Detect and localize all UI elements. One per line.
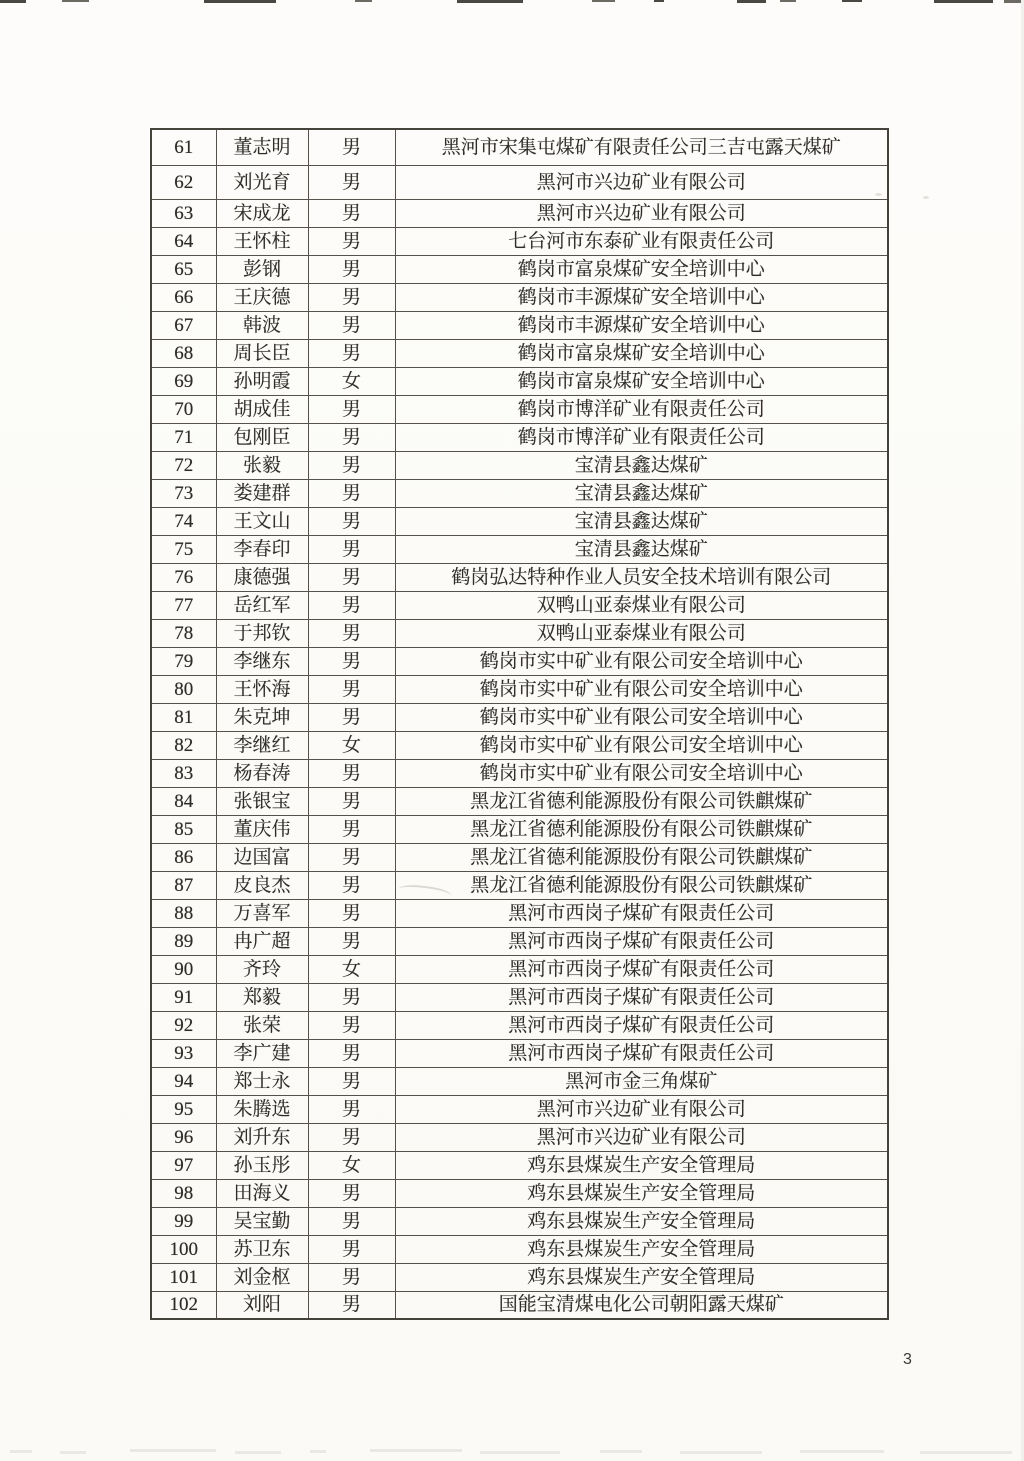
cell-gender: 男 bbox=[308, 199, 395, 227]
cell-name: 董庆伟 bbox=[216, 815, 308, 843]
cell-gender: 男 bbox=[308, 283, 395, 311]
cell-gender: 男 bbox=[308, 129, 395, 165]
cell-gender: 女 bbox=[308, 1151, 395, 1179]
cell-org: 黑河市西岗子煤矿有限责任公司 bbox=[395, 1039, 888, 1067]
cell-name: 王庆德 bbox=[216, 283, 308, 311]
cell-no: 72 bbox=[151, 451, 216, 479]
scan-artifact bbox=[0, 0, 26, 3]
cell-no: 67 bbox=[151, 311, 216, 339]
scan-artifact bbox=[934, 0, 993, 3]
table-row bbox=[151, 283, 888, 311]
cell-name: 李继东 bbox=[216, 647, 308, 675]
roster-table-body bbox=[151, 129, 888, 1319]
cell-name: 王文山 bbox=[216, 507, 308, 535]
cell-org: 黑河市兴边矿业有限公司 bbox=[395, 199, 888, 227]
cell-name: 王怀柱 bbox=[216, 227, 308, 255]
cell-org: 鹤岗市实中矿业有限公司安全培训中心 bbox=[395, 647, 888, 675]
cell-org: 黑龙江省德利能源股份有限公司铁麒煤矿 bbox=[395, 871, 888, 899]
cell-org: 鹤岗市实中矿业有限公司安全培训中心 bbox=[395, 759, 888, 787]
cell-no: 84 bbox=[151, 787, 216, 815]
cell-name: 胡成佳 bbox=[216, 395, 308, 423]
table-row bbox=[151, 591, 888, 619]
cell-gender: 男 bbox=[308, 1123, 395, 1151]
cell-name: 万喜军 bbox=[216, 899, 308, 927]
cell-name: 郑毅 bbox=[216, 983, 308, 1011]
cell-gender: 男 bbox=[308, 591, 395, 619]
cell-org: 鹤岗市实中矿业有限公司安全培训中心 bbox=[395, 675, 888, 703]
cell-gender: 男 bbox=[308, 395, 395, 423]
scan-artifact bbox=[737, 0, 766, 3]
cell-no: 93 bbox=[151, 1039, 216, 1067]
cell-no: 77 bbox=[151, 591, 216, 619]
cell-no: 61 bbox=[151, 129, 216, 165]
cell-gender: 男 bbox=[308, 1067, 395, 1095]
cell-no: 98 bbox=[151, 1179, 216, 1207]
table-row bbox=[151, 871, 888, 899]
cell-no: 78 bbox=[151, 619, 216, 647]
cell-no: 100 bbox=[151, 1235, 216, 1263]
table-row bbox=[151, 227, 888, 255]
cell-no: 64 bbox=[151, 227, 216, 255]
table-row bbox=[151, 1179, 888, 1207]
cell-name: 王怀海 bbox=[216, 675, 308, 703]
table-row bbox=[151, 199, 888, 227]
cell-no: 79 bbox=[151, 647, 216, 675]
cell-no: 86 bbox=[151, 843, 216, 871]
table-row bbox=[151, 451, 888, 479]
cell-no: 80 bbox=[151, 675, 216, 703]
cell-gender: 男 bbox=[308, 165, 395, 199]
table-row bbox=[151, 815, 888, 843]
scan-artifact bbox=[480, 1451, 560, 1454]
table-row bbox=[151, 619, 888, 647]
cell-gender: 男 bbox=[308, 1179, 395, 1207]
cell-no: 89 bbox=[151, 927, 216, 955]
table-row bbox=[151, 787, 888, 815]
cell-org: 鹤岗市富泉煤矿安全培训中心 bbox=[395, 367, 888, 395]
cell-name: 康德强 bbox=[216, 563, 308, 591]
cell-no: 69 bbox=[151, 367, 216, 395]
scan-artifact bbox=[842, 0, 862, 2]
cell-name: 岳红军 bbox=[216, 591, 308, 619]
scan-artifact bbox=[800, 1450, 884, 1453]
cell-name: 彭钢 bbox=[216, 255, 308, 283]
cell-gender: 男 bbox=[308, 983, 395, 1011]
cell-name: 李广建 bbox=[216, 1039, 308, 1067]
table-row bbox=[151, 255, 888, 283]
cell-gender: 男 bbox=[308, 311, 395, 339]
cell-name: 杨春涛 bbox=[216, 759, 308, 787]
cell-name: 李春印 bbox=[216, 535, 308, 563]
cell-org: 黑河市西岗子煤矿有限责任公司 bbox=[395, 983, 888, 1011]
cell-gender: 男 bbox=[308, 507, 395, 535]
cell-gender: 男 bbox=[308, 703, 395, 731]
cell-gender: 男 bbox=[308, 759, 395, 787]
scan-artifact bbox=[923, 196, 929, 199]
cell-no: 62 bbox=[151, 165, 216, 199]
page-number: 3 bbox=[903, 1351, 912, 1368]
cell-no: 63 bbox=[151, 199, 216, 227]
cell-no: 94 bbox=[151, 1067, 216, 1095]
cell-name: 娄建群 bbox=[216, 479, 308, 507]
cell-gender: 男 bbox=[308, 423, 395, 451]
table-row bbox=[151, 311, 888, 339]
cell-gender: 男 bbox=[308, 1263, 395, 1291]
table-row bbox=[151, 1095, 888, 1123]
cell-gender: 女 bbox=[308, 955, 395, 983]
cell-name: 朱克坤 bbox=[216, 703, 308, 731]
cell-gender: 男 bbox=[308, 451, 395, 479]
table-row bbox=[151, 129, 888, 165]
scan-artifact bbox=[370, 1449, 462, 1452]
cell-no: 90 bbox=[151, 955, 216, 983]
cell-gender: 男 bbox=[308, 787, 395, 815]
cell-gender: 男 bbox=[308, 619, 395, 647]
cell-org: 宝清县鑫达煤矿 bbox=[395, 479, 888, 507]
cell-gender: 男 bbox=[308, 871, 395, 899]
cell-org: 黑河市兴边矿业有限公司 bbox=[395, 1123, 888, 1151]
table-row bbox=[151, 1011, 888, 1039]
table-row bbox=[151, 759, 888, 787]
scan-artifact bbox=[780, 0, 796, 2]
cell-no: 81 bbox=[151, 703, 216, 731]
table-row bbox=[151, 395, 888, 423]
cell-no: 87 bbox=[151, 871, 216, 899]
cell-org: 双鸭山亚泰煤业有限公司 bbox=[395, 619, 888, 647]
table-row bbox=[151, 955, 888, 983]
cell-gender: 男 bbox=[308, 1011, 395, 1039]
cell-no: 74 bbox=[151, 507, 216, 535]
scan-artifact bbox=[920, 1451, 1012, 1454]
cell-org: 鸡东县煤炭生产安全管理局 bbox=[395, 1235, 888, 1263]
cell-no: 83 bbox=[151, 759, 216, 787]
cell-name: 韩波 bbox=[216, 311, 308, 339]
scan-artifact bbox=[680, 1451, 762, 1454]
cell-gender: 男 bbox=[308, 535, 395, 563]
cell-gender: 男 bbox=[308, 1291, 395, 1319]
cell-name: 周长臣 bbox=[216, 339, 308, 367]
cell-gender: 女 bbox=[308, 367, 395, 395]
cell-name: 张荣 bbox=[216, 1011, 308, 1039]
cell-org: 宝清县鑫达煤矿 bbox=[395, 451, 888, 479]
cell-no: 70 bbox=[151, 395, 216, 423]
scan-artifact bbox=[204, 0, 276, 3]
scan-artifact bbox=[654, 0, 664, 2]
cell-name: 孙明霞 bbox=[216, 367, 308, 395]
cell-org: 黑龙江省德利能源股份有限公司铁麒煤矿 bbox=[395, 787, 888, 815]
cell-name: 于邦钦 bbox=[216, 619, 308, 647]
cell-gender: 男 bbox=[308, 1095, 395, 1123]
cell-gender: 男 bbox=[308, 479, 395, 507]
cell-gender: 男 bbox=[308, 1039, 395, 1067]
cell-name: 李继红 bbox=[216, 731, 308, 759]
cell-org: 鹤岗市实中矿业有限公司安全培训中心 bbox=[395, 731, 888, 759]
table-row bbox=[151, 927, 888, 955]
cell-org: 鹤岗市实中矿业有限公司安全培训中心 bbox=[395, 703, 888, 731]
scan-artifact bbox=[235, 1451, 281, 1454]
cell-org: 黑河市兴边矿业有限公司 bbox=[395, 165, 888, 199]
cell-no: 76 bbox=[151, 563, 216, 591]
cell-org: 七台河市东泰矿业有限责任公司 bbox=[395, 227, 888, 255]
cell-org: 宝清县鑫达煤矿 bbox=[395, 535, 888, 563]
cell-name: 包刚臣 bbox=[216, 423, 308, 451]
cell-gender: 女 bbox=[308, 731, 395, 759]
scan-artifact bbox=[592, 0, 615, 2]
table-row bbox=[151, 1291, 888, 1319]
cell-no: 95 bbox=[151, 1095, 216, 1123]
cell-name: 冉广超 bbox=[216, 927, 308, 955]
cell-org: 黑河市金三角煤矿 bbox=[395, 1067, 888, 1095]
cell-org: 鹤岗市富泉煤矿安全培训中心 bbox=[395, 339, 888, 367]
cell-gender: 男 bbox=[308, 1235, 395, 1263]
table-row bbox=[151, 731, 888, 759]
cell-no: 101 bbox=[151, 1263, 216, 1291]
cell-name: 刘阳 bbox=[216, 1291, 308, 1319]
cell-name: 刘金枢 bbox=[216, 1263, 308, 1291]
table-row bbox=[151, 507, 888, 535]
cell-org: 鹤岗市博洋矿业有限责任公司 bbox=[395, 395, 888, 423]
scan-artifact bbox=[130, 1449, 216, 1452]
table-row bbox=[151, 479, 888, 507]
cell-no: 88 bbox=[151, 899, 216, 927]
table-row bbox=[151, 675, 888, 703]
table-row bbox=[151, 165, 888, 199]
cell-org: 鹤岗市博洋矿业有限责任公司 bbox=[395, 423, 888, 451]
cell-org: 宝清县鑫达煤矿 bbox=[395, 507, 888, 535]
roster-table bbox=[150, 128, 889, 1320]
cell-no: 99 bbox=[151, 1207, 216, 1235]
table-row bbox=[151, 1067, 888, 1095]
table-row bbox=[151, 563, 888, 591]
cell-name: 郑士永 bbox=[216, 1067, 308, 1095]
cell-name: 刘升东 bbox=[216, 1123, 308, 1151]
cell-gender: 男 bbox=[308, 255, 395, 283]
cell-name: 张毅 bbox=[216, 451, 308, 479]
cell-name: 边国富 bbox=[216, 843, 308, 871]
cell-no: 82 bbox=[151, 731, 216, 759]
table-row bbox=[151, 1151, 888, 1179]
cell-no: 85 bbox=[151, 815, 216, 843]
cell-no: 68 bbox=[151, 339, 216, 367]
cell-name: 刘光育 bbox=[216, 165, 308, 199]
cell-org: 黑河市西岗子煤矿有限责任公司 bbox=[395, 899, 888, 927]
table-row bbox=[151, 843, 888, 871]
cell-no: 73 bbox=[151, 479, 216, 507]
cell-org: 国能宝清煤电化公司朝阳露天煤矿 bbox=[395, 1291, 888, 1319]
cell-org: 鹤岗弘达特种作业人员安全技术培训有限公司 bbox=[395, 563, 888, 591]
cell-gender: 男 bbox=[308, 899, 395, 927]
scan-artifact bbox=[310, 1450, 326, 1453]
cell-org: 鹤岗市丰源煤矿安全培训中心 bbox=[395, 311, 888, 339]
cell-name: 齐玲 bbox=[216, 955, 308, 983]
cell-name: 田海义 bbox=[216, 1179, 308, 1207]
scan-artifact bbox=[60, 1451, 86, 1454]
cell-org: 黑河市宋集屯煤矿有限责任公司三吉屯露天煤矿 bbox=[395, 129, 888, 165]
table-row bbox=[151, 367, 888, 395]
cell-gender: 男 bbox=[308, 227, 395, 255]
cell-org: 双鸭山亚泰煤业有限公司 bbox=[395, 591, 888, 619]
cell-org: 黑河市兴边矿业有限公司 bbox=[395, 1095, 888, 1123]
cell-no: 75 bbox=[151, 535, 216, 563]
cell-org: 鸡东县煤炭生产安全管理局 bbox=[395, 1151, 888, 1179]
cell-no: 91 bbox=[151, 983, 216, 1011]
scan-artifact bbox=[457, 0, 523, 3]
cell-org: 黑河市西岗子煤矿有限责任公司 bbox=[395, 1011, 888, 1039]
cell-no: 102 bbox=[151, 1291, 216, 1319]
table-row bbox=[151, 535, 888, 563]
table-row bbox=[151, 647, 888, 675]
table-row bbox=[151, 339, 888, 367]
cell-org: 黑河市西岗子煤矿有限责任公司 bbox=[395, 927, 888, 955]
cell-no: 65 bbox=[151, 255, 216, 283]
table-row bbox=[151, 703, 888, 731]
cell-gender: 男 bbox=[308, 563, 395, 591]
cell-org: 黑河市西岗子煤矿有限责任公司 bbox=[395, 955, 888, 983]
cell-name: 董志明 bbox=[216, 129, 308, 165]
cell-gender: 男 bbox=[308, 339, 395, 367]
cell-name: 皮良杰 bbox=[216, 871, 308, 899]
table-row bbox=[151, 899, 888, 927]
cell-org: 鹤岗市富泉煤矿安全培训中心 bbox=[395, 255, 888, 283]
cell-org: 黑龙江省德利能源股份有限公司铁麒煤矿 bbox=[395, 843, 888, 871]
cell-org: 鹤岗市丰源煤矿安全培训中心 bbox=[395, 283, 888, 311]
table-row bbox=[151, 423, 888, 451]
cell-org: 鸡东县煤炭生产安全管理局 bbox=[395, 1263, 888, 1291]
cell-org: 黑龙江省德利能源股份有限公司铁麒煤矿 bbox=[395, 815, 888, 843]
table-row bbox=[151, 1235, 888, 1263]
scan-artifact bbox=[600, 1450, 642, 1453]
cell-name: 张银宝 bbox=[216, 787, 308, 815]
table-row bbox=[151, 983, 888, 1011]
cell-name: 孙玉彤 bbox=[216, 1151, 308, 1179]
cell-name: 吴宝勤 bbox=[216, 1207, 308, 1235]
cell-gender: 男 bbox=[308, 927, 395, 955]
table-row bbox=[151, 1207, 888, 1235]
table-row bbox=[151, 1123, 888, 1151]
cell-org: 鸡东县煤炭生产安全管理局 bbox=[395, 1179, 888, 1207]
cell-org: 鸡东县煤炭生产安全管理局 bbox=[395, 1207, 888, 1235]
cell-name: 苏卫东 bbox=[216, 1235, 308, 1263]
scan-artifact bbox=[355, 0, 372, 2]
cell-no: 71 bbox=[151, 423, 216, 451]
cell-name: 宋成龙 bbox=[216, 199, 308, 227]
table-row bbox=[151, 1263, 888, 1291]
cell-gender: 男 bbox=[308, 647, 395, 675]
table-row bbox=[151, 1039, 888, 1067]
cell-no: 66 bbox=[151, 283, 216, 311]
cell-no: 96 bbox=[151, 1123, 216, 1151]
cell-no: 92 bbox=[151, 1011, 216, 1039]
scan-artifact bbox=[10, 1450, 32, 1453]
cell-gender: 男 bbox=[308, 675, 395, 703]
cell-gender: 男 bbox=[308, 815, 395, 843]
cell-no: 97 bbox=[151, 1151, 216, 1179]
cell-gender: 男 bbox=[308, 1207, 395, 1235]
cell-gender: 男 bbox=[308, 843, 395, 871]
scan-artifact bbox=[62, 0, 89, 2]
cell-name: 朱腾选 bbox=[216, 1095, 308, 1123]
